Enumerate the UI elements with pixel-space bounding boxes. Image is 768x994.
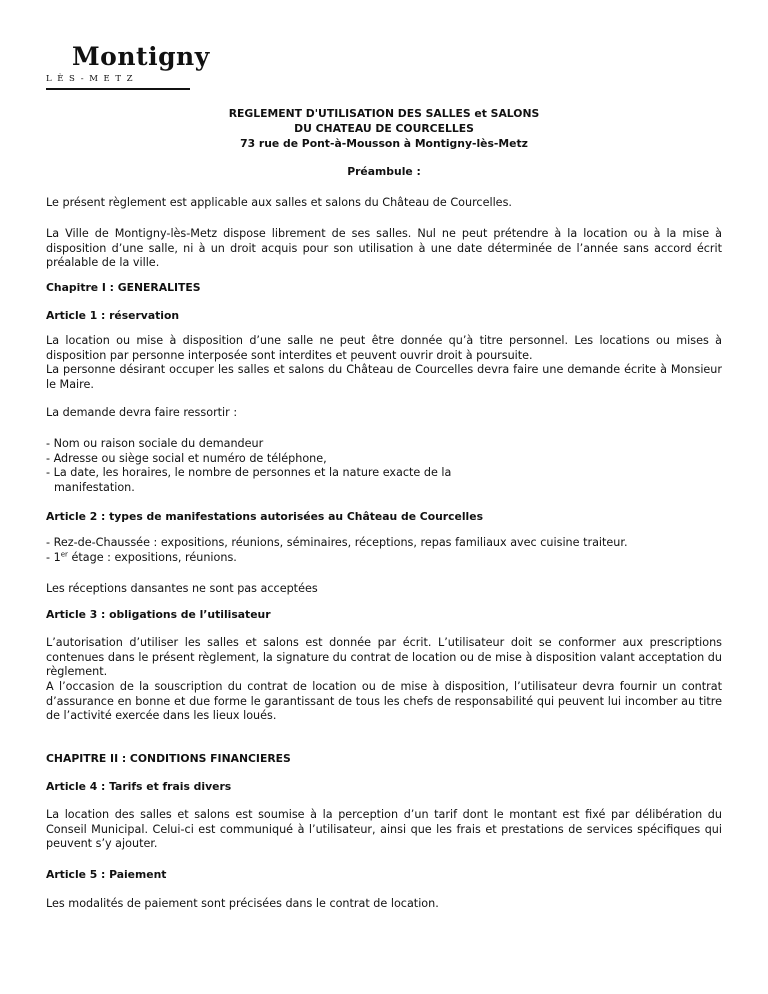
article-1-paragraph-2: La personne désirant occuper les salles et salons du Château de Courcelles devra faire une demande écrite à Monsieur le Maire. — [46, 363, 722, 391]
list-item: - La date, les horaires, le nombre de personnes et la nature exacte de la — [46, 466, 452, 479]
article-3-heading: Article 3 : obligations de l’utilisateur — [46, 608, 271, 621]
article-5-paragraph-1: Les modalités de paiement sont précisées dans le contrat de location. — [46, 897, 439, 910]
logo-underline — [46, 88, 190, 90]
article-1-paragraph-1: La location ou mise à disposition d’une salle ne peut être donnée qu’à titre personnel. Les locations ou mises à disposition par personne interposée sont interdites et peuvent ouvrir droit à poursuite. — [46, 334, 722, 362]
item-superscript: er — [60, 549, 68, 558]
article-2-paragraph-1: Les réceptions dansantes ne sont pas acceptées — [46, 582, 318, 595]
preambule-heading: Préambule : — [347, 165, 421, 178]
article-2-list — [46, 536, 722, 565]
chapitre-1-heading: Chapitre I : GENERALITES — [46, 281, 201, 294]
article-3-paragraph-2: A l’occasion de la souscription du contrat de location ou de mise à disposition, l’utilisateur devra fournir un contrat d’assurance en bonne et due forme le garantissant de tous les chefs de responsabilité qui peuvent lui incomber au titre de l’activité exercée dans les lieux loués. — [46, 680, 722, 722]
list-item — [46, 551, 722, 566]
article-4-paragraph-1: La location des salles et salons est soumise à la perception d’un tarif dont le montant est fixé par délibération du Conseil Municipal. Celui-ci est communiqué à l’utilisateur, ainsi que les frais et prestations de services spécifiques qui peuvent s’y ajouter. — [46, 808, 722, 850]
title-line-2: DU CHATEAU DE COURCELLES — [294, 122, 474, 135]
chapitre-2-heading: CHAPITRE II : CONDITIONS FINANCIERES — [46, 752, 291, 765]
logo-name: Montigny — [72, 42, 210, 71]
title-line-1: REGLEMENT D'UTILISATION DES SALLES et SALONS — [228, 107, 540, 120]
article-1-list — [46, 437, 722, 495]
article-5-heading: Article 5 : Paiement — [46, 868, 167, 881]
title-line-3: 73 rue de Pont-à-Mousson à Montigny-lès-Metz — [240, 137, 528, 150]
list-item: - Rez-de-Chaussée : expositions, réunions, séminaires, réceptions, repas familiaux avec cuisine traiteur. — [46, 536, 628, 549]
preambule-paragraph-2: La Ville de Montigny-lès-Metz dispose librement de ses salles. Nul ne peut prétendre à la location ou à la mise à disposition d’une salle, ni à un droit acquis pour son utilisation à une date déterminée de l’année sans accord écrit préalable de la ville. — [46, 227, 722, 269]
article-1-paragraph-3: La demande devra faire ressortir : — [46, 406, 238, 419]
list-item: - Nom ou raison sociale du demandeur — [46, 437, 264, 450]
item-rest: étage : expositions, réunions. — [67, 550, 237, 564]
montigny-logo — [46, 42, 210, 94]
list-item: manifestation. — [54, 480, 135, 494]
article-1-heading: Article 1 : réservation — [46, 309, 180, 322]
logo-subtitle: LÈS-METZ — [46, 74, 139, 84]
item-prefix: - 1 — [46, 550, 61, 564]
article-3-paragraph-1: L’autorisation d’utiliser les salles et salons est donnée par écrit. L’utilisateur doit se conformer aux prescriptions contenues dans le présent règlement, la signature du contrat de location ou de mise à disposition valant acceptation du règlement. — [46, 636, 722, 678]
document-title — [0, 106, 768, 151]
article-2-heading: Article 2 : types de manifestations autorisées au Château de Courcelles — [46, 510, 483, 523]
article-4-heading: Article 4 : Tarifs et frais divers — [46, 780, 232, 793]
list-item: - Adresse ou siège social et numéro de téléphone, — [46, 451, 327, 465]
preambule-paragraph-1: Le présent règlement est applicable aux salles et salons du Château de Courcelles. — [46, 196, 512, 209]
